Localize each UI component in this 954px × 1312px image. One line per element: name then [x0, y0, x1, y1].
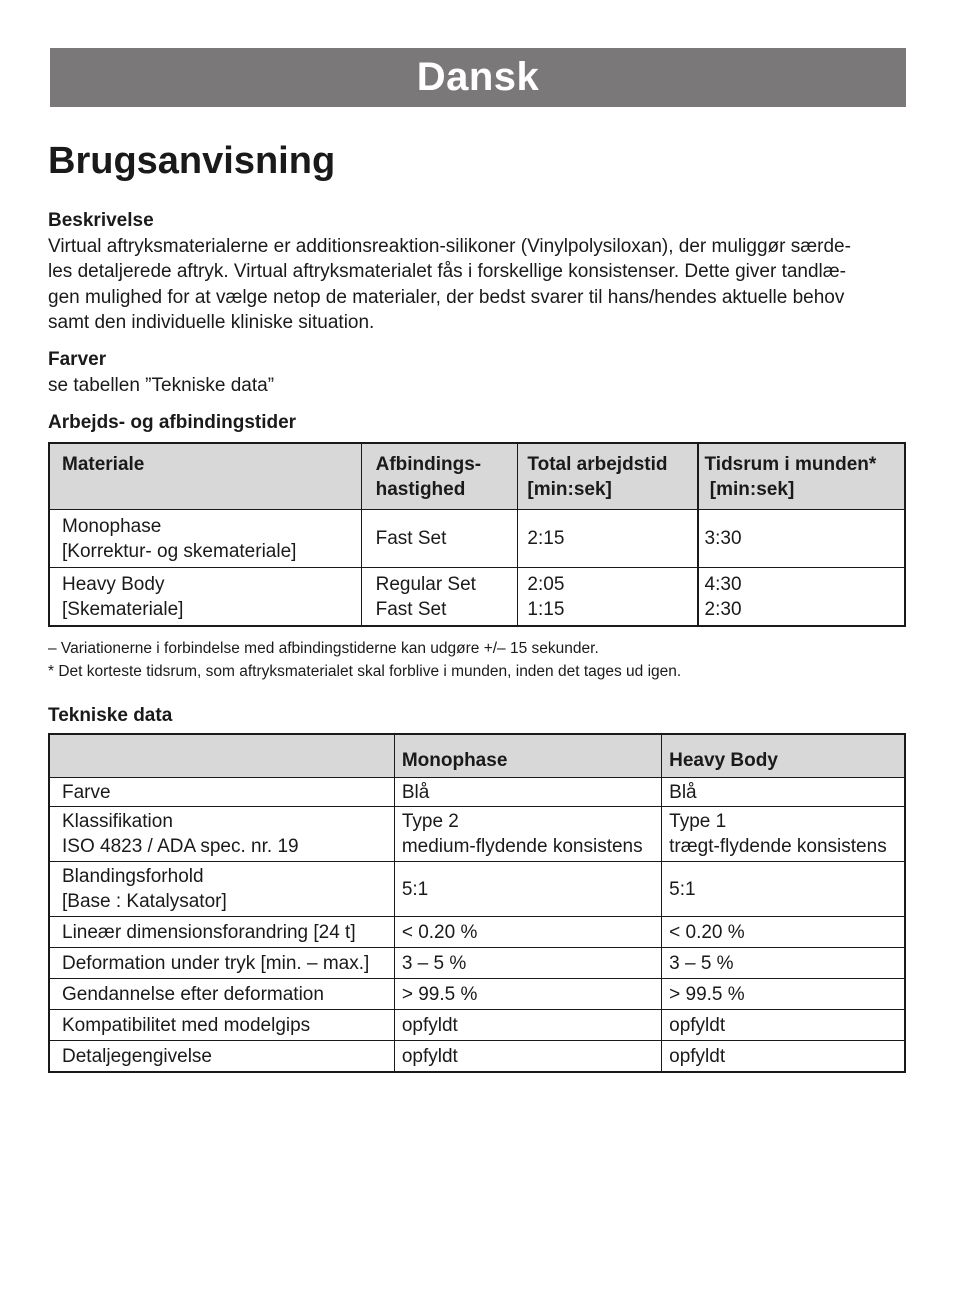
table-row	[49, 948, 905, 979]
property-label: Klassifikation ISO 4823 / ADA spec. nr. 19	[49, 807, 394, 862]
material-cell: Heavy Body [Skemateriale]	[49, 568, 361, 627]
property-label: Farve	[49, 778, 394, 807]
heavy-body-value: opfyldt	[662, 1041, 905, 1073]
property-label: Lineær dimensionsforandring [24 t]	[49, 917, 394, 948]
header-monophase: Monophase	[394, 734, 661, 778]
technical-data-table	[48, 733, 906, 1073]
table-row	[49, 807, 905, 862]
monophase-value: < 0.20 %	[394, 917, 661, 948]
heavy-body-value: 5:1	[662, 862, 905, 917]
footnote-mouth-time: * Det korteste tidsrum, som aftryksmaterialet skal forblive i munden, inden det tages ud igen.	[48, 663, 682, 680]
property-label: Kompatibilitet med modelgips	[49, 1010, 394, 1041]
working-times-table	[48, 442, 906, 627]
monophase-value: 3 – 5 %	[394, 948, 661, 979]
heavy-body-value: opfyldt	[662, 1010, 905, 1041]
property-label: Gendannelse efter deformation	[49, 979, 394, 1010]
property-label: Deformation under tryk [min. – max.]	[49, 948, 394, 979]
description-line: les detaljerede aftryk. Virtual aftryksmaterialet fås i forskellige konsistenser. Dette giver tandlæ-	[48, 261, 846, 282]
footnote-variation: – Variationerne i forbindelse med afbindingstiderne kan udgøre +/– 15 sekunder.	[48, 640, 599, 657]
speed-cell: Fast Set	[361, 510, 518, 568]
times-heading-wrap	[48, 410, 908, 436]
heavy-body-value: > 99.5 %	[662, 979, 905, 1010]
header-setting-speed: Afbindings- hastighed	[361, 443, 518, 510]
total-time-cell: 2:15	[518, 510, 698, 568]
colors-text: se tabellen ”Tekniske data”	[48, 374, 275, 396]
times-heading: Arbejds- og afbindingstider	[48, 412, 297, 433]
heavy-body-value: Type 1 trægt-flydende konsistens	[662, 807, 905, 862]
monophase-value: opfyldt	[394, 1010, 661, 1041]
table-row	[49, 917, 905, 948]
header-time-in-mouth: Tidsrum i munden* [min:sek]	[698, 443, 905, 510]
monophase-value: Type 2 medium-flydende konsistens	[394, 807, 661, 862]
tech-heading: Tekniske data	[48, 705, 173, 726]
header-material: Materiale	[49, 443, 361, 510]
monophase-value: > 99.5 %	[394, 979, 661, 1010]
monophase-value: opfyldt	[394, 1041, 661, 1073]
mouth-time-cell: 3:30	[698, 510, 905, 568]
total-time-cell: 2:05 1:15	[518, 568, 698, 627]
header-empty	[49, 734, 394, 778]
speed-cell: Regular Set Fast Set	[361, 568, 518, 627]
monophase-value: Blå	[394, 778, 661, 807]
table-header-row	[49, 443, 905, 510]
header-heavy-body: Heavy Body	[662, 734, 905, 778]
property-label: Detaljegengivelse	[49, 1041, 394, 1073]
table-row	[49, 1041, 905, 1073]
table-row	[49, 1010, 905, 1041]
property-label: Blandingsforhold [Base : Katalysator]	[49, 862, 394, 917]
table-row	[49, 979, 905, 1010]
colors-heading: Farver	[48, 349, 107, 370]
table-row	[49, 862, 905, 917]
header-total-working-time: Total arbejdstid [min:sek]	[518, 443, 698, 510]
footnotes	[48, 637, 681, 683]
description-line: samt den individuelle kliniske situation.	[48, 312, 375, 333]
material-cell: Monophase [Korrektur- og skemateriale]	[49, 510, 361, 568]
page-title: Brugsanvisning	[48, 140, 336, 182]
heavy-body-value: 3 – 5 %	[662, 948, 905, 979]
description-line: gen mulighed for at vælge netop de materialer, der bedst svarer til hans/hendes aktuelle behov	[48, 286, 845, 308]
heavy-body-value: < 0.20 %	[662, 917, 905, 948]
mouth-time-cell: 4:30 2:30	[698, 568, 905, 627]
description-line: Virtual aftryksmaterialerne er additionsreaktion-silikoner (Vinylpolysiloxan), der muliggør særde-	[48, 235, 851, 257]
language-banner: Dansk	[50, 48, 906, 107]
table-header-row	[49, 734, 905, 778]
table-row	[49, 568, 905, 627]
monophase-value: 5:1	[394, 862, 661, 917]
description-section	[48, 208, 908, 336]
tech-heading-wrap	[48, 703, 908, 729]
description-heading: Beskrivelse	[48, 210, 154, 231]
colors-section	[48, 347, 908, 398]
table-row	[49, 778, 905, 807]
heavy-body-value: Blå	[662, 778, 905, 807]
table-row	[49, 510, 905, 568]
